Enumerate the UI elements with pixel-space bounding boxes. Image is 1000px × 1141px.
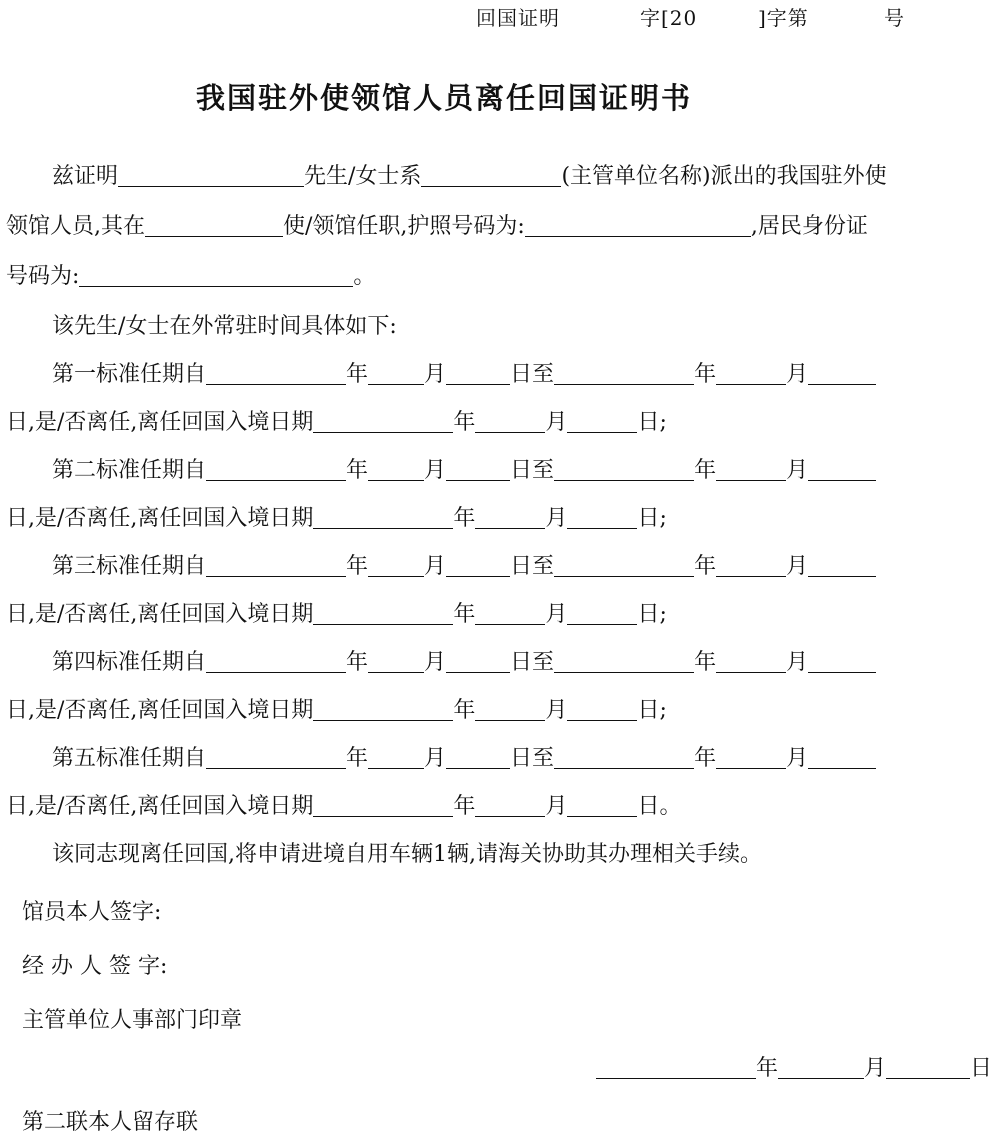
end-year-field[interactable] (554, 574, 694, 577)
start-year-field[interactable] (206, 766, 346, 769)
end-month-field[interactable] (716, 478, 786, 481)
return-label: 日,是/否离任,离任回国入境日期 (6, 506, 314, 531)
return-day-field[interactable] (567, 622, 637, 625)
unit-field[interactable] (421, 184, 561, 187)
start-year-field[interactable] (206, 478, 346, 481)
unit-month: 月 (545, 602, 568, 627)
term-row (52, 748, 876, 770)
return-year-field[interactable] (313, 526, 453, 529)
return-year-field[interactable] (313, 430, 453, 433)
unit-month: 月 (786, 458, 809, 483)
unit-year: 年 (453, 602, 476, 627)
return-row (6, 796, 681, 818)
unit-month: 月 (424, 650, 447, 675)
unit-year: 年 (346, 458, 369, 483)
start-day-field[interactable] (446, 382, 510, 385)
intro-text: 先生/女士系 (304, 164, 422, 189)
unit-month: 月 (786, 362, 809, 387)
unit-month: 月 (545, 698, 568, 723)
intro-text: 兹证明 (52, 164, 119, 189)
unit-year: 年 (346, 554, 369, 579)
unit-year: 年 (346, 362, 369, 387)
start-month-field[interactable] (368, 670, 424, 673)
start-day-field[interactable] (446, 766, 510, 769)
return-month-field[interactable] (475, 526, 545, 529)
return-day-field[interactable] (567, 718, 637, 721)
start-month-field[interactable] (368, 382, 424, 385)
intro-text: ,居民身份证 (750, 214, 868, 239)
end-day-field[interactable] (808, 766, 876, 769)
end-year-field[interactable] (554, 382, 694, 385)
return-day-field[interactable] (567, 526, 637, 529)
return-label: 日,是/否离任,离任回国入境日期 (6, 410, 314, 435)
return-month-field[interactable] (475, 430, 545, 433)
return-month-field[interactable] (475, 814, 545, 817)
unit-to: 日至 (510, 650, 555, 675)
return-row (6, 604, 667, 626)
unit-year: 年 (756, 1056, 779, 1081)
unit-month: 月 (424, 554, 447, 579)
return-year-field[interactable] (313, 718, 453, 721)
name-field[interactable] (118, 184, 304, 187)
seal-label: 主管单位人事部门印章 (22, 1008, 243, 1033)
vehicle-request: 该同志现离任回国,将申请进境自用车辆1辆,请海关协助其办理相关手续。 (52, 842, 762, 867)
end-month-field[interactable] (716, 382, 786, 385)
end-month-field[interactable] (716, 766, 786, 769)
return-row (6, 508, 667, 530)
date-day-field[interactable] (886, 1076, 970, 1079)
return-row (6, 700, 667, 722)
start-day-field[interactable] (446, 478, 510, 481)
intro-text: 号码为: (6, 264, 80, 289)
end-day-field[interactable] (808, 670, 876, 673)
unit-day: 日; (637, 506, 667, 531)
return-label: 日,是/否离任,离任回国入境日期 (6, 698, 314, 723)
unit-day: 日; (637, 698, 667, 723)
unit-month: 月 (424, 362, 447, 387)
unit-month: 月 (864, 1056, 887, 1081)
unit-year: 年 (694, 650, 717, 675)
document-title: 我国驻外使领馆人员离任回国证明书 (196, 81, 693, 115)
mission-field[interactable] (145, 234, 283, 237)
unit-day: 日 (970, 1056, 993, 1081)
stay-intro: 该先生/女士在外常驻时间具体如下: (52, 314, 397, 339)
unit-to: 日至 (510, 362, 555, 387)
return-year-field[interactable] (313, 814, 453, 817)
cert-number-seq: ]字第 (758, 6, 809, 30)
intro-line-2 (6, 216, 868, 238)
unit-year: 年 (694, 746, 717, 771)
term-row (52, 652, 876, 674)
passport-field[interactable] (525, 234, 751, 237)
return-row (6, 412, 667, 434)
id-number-field[interactable] (79, 284, 353, 287)
end-year-field[interactable] (554, 478, 694, 481)
intro-line-3 (6, 266, 375, 288)
unit-day: 日; (637, 410, 667, 435)
date-month-field[interactable] (778, 1076, 864, 1079)
return-label: 日,是/否离任,离任回国入境日期 (6, 794, 314, 819)
term-label: 第一标准任期自 (52, 362, 207, 387)
start-month-field[interactable] (368, 574, 424, 577)
start-day-field[interactable] (446, 670, 510, 673)
copy-label: 第二联本人留存联 (22, 1110, 199, 1135)
start-day-field[interactable] (446, 574, 510, 577)
unit-month: 月 (424, 746, 447, 771)
unit-month: 月 (786, 650, 809, 675)
staff-signature-label: 馆员本人签字: (22, 900, 162, 925)
intro-text: (主管单位名称)派出的我国驻外使 (561, 164, 887, 189)
unit-year: 年 (346, 650, 369, 675)
cert-number-prefix: 回国证明 (476, 6, 560, 30)
term-label: 第四标准任期自 (52, 650, 207, 675)
end-day-field[interactable] (808, 478, 876, 481)
end-month-field[interactable] (716, 670, 786, 673)
start-month-field[interactable] (368, 478, 424, 481)
cert-number-suffix: 号 (884, 6, 905, 30)
unit-month: 月 (545, 506, 568, 531)
term-label: 第五标准任期自 (52, 746, 207, 771)
unit-year: 年 (694, 554, 717, 579)
unit-to: 日至 (510, 554, 555, 579)
return-year-field[interactable] (313, 622, 453, 625)
return-day-field[interactable] (567, 814, 637, 817)
handler-signature-label: 经 办 人 签 字: (22, 954, 168, 979)
return-month-field[interactable] (475, 622, 545, 625)
term-label: 第二标准任期自 (52, 458, 207, 483)
cert-number-year: 字[20 (640, 6, 698, 30)
unit-year: 年 (453, 794, 476, 819)
start-year-field[interactable] (206, 382, 346, 385)
unit-month: 月 (786, 554, 809, 579)
unit-month: 月 (424, 458, 447, 483)
end-month-field[interactable] (716, 574, 786, 577)
term-row (52, 460, 876, 482)
unit-year: 年 (453, 698, 476, 723)
return-month-field[interactable] (475, 718, 545, 721)
intro-text: 。 (353, 264, 376, 289)
date-year-field[interactable] (596, 1076, 756, 1079)
term-row (52, 556, 876, 578)
return-label: 日,是/否离任,离任回国入境日期 (6, 602, 314, 627)
unit-month: 月 (786, 746, 809, 771)
end-day-field[interactable] (808, 574, 876, 577)
unit-year: 年 (694, 458, 717, 483)
unit-year: 年 (453, 410, 476, 435)
unit-month: 月 (545, 794, 568, 819)
unit-to: 日至 (510, 458, 555, 483)
unit-to: 日至 (510, 746, 555, 771)
unit-year: 年 (694, 362, 717, 387)
unit-day: 日。 (637, 794, 682, 819)
unit-day: 日; (637, 602, 667, 627)
term-row (52, 364, 876, 386)
unit-year: 年 (346, 746, 369, 771)
intro-text: 领馆人员,其在 (6, 214, 145, 239)
intro-line-1 (52, 166, 887, 188)
end-year-field[interactable] (554, 766, 694, 769)
end-day-field[interactable] (808, 382, 876, 385)
start-year-field[interactable] (206, 670, 346, 673)
unit-month: 月 (545, 410, 568, 435)
end-year-field[interactable] (554, 670, 694, 673)
return-day-field[interactable] (567, 430, 637, 433)
term-label: 第三标准任期自 (52, 554, 207, 579)
start-month-field[interactable] (368, 766, 424, 769)
unit-year: 年 (453, 506, 476, 531)
start-year-field[interactable] (206, 574, 346, 577)
intro-text: 使/领馆任职,护照号码为: (283, 214, 525, 239)
date-line (596, 1058, 992, 1080)
